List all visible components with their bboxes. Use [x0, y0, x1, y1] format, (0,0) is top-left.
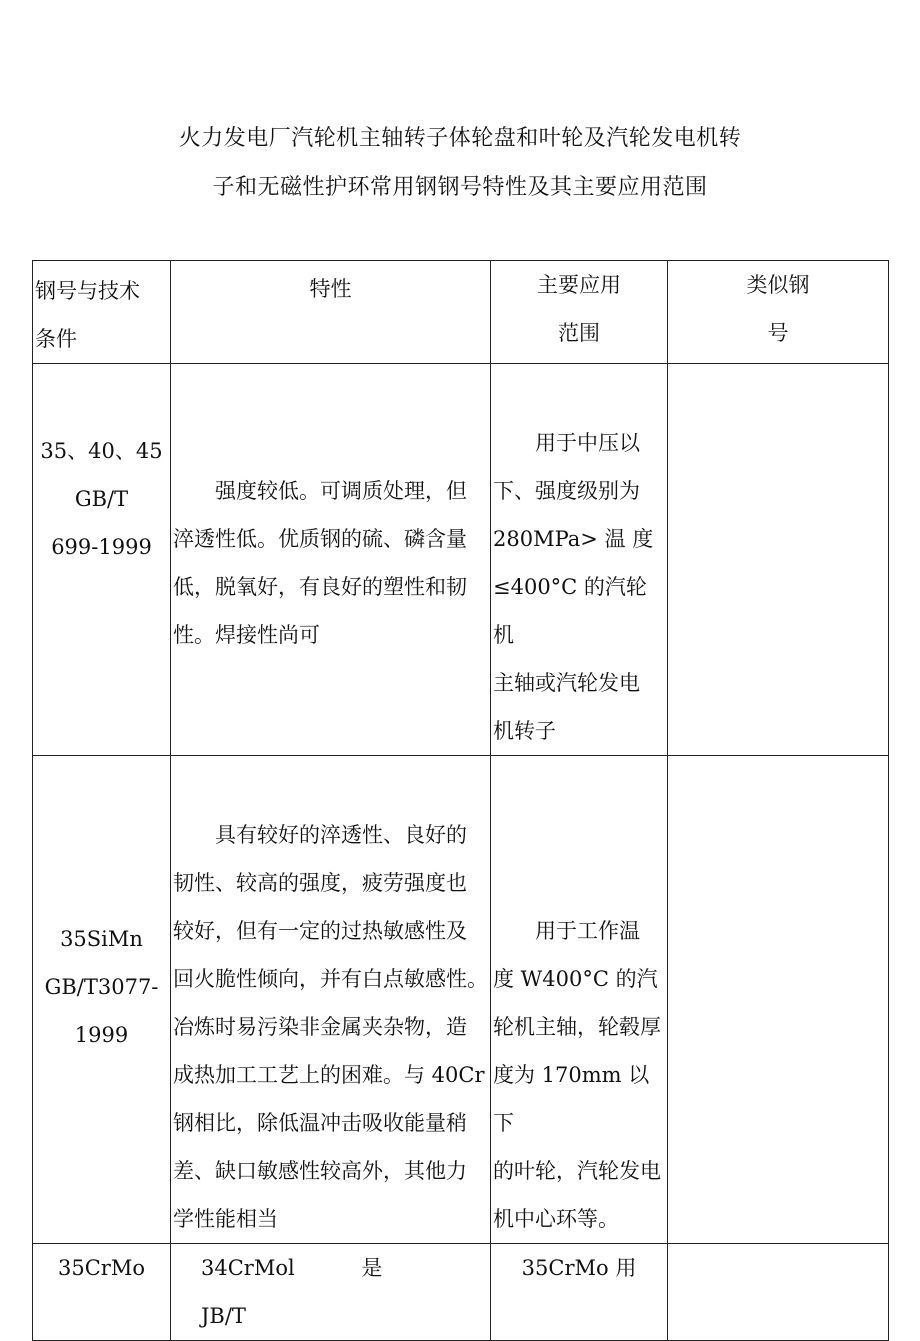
cell-properties [171, 1244, 491, 1341]
header-properties-label: 特性 [309, 277, 352, 301]
cell-similar [668, 756, 889, 1244]
header-cell-grade [33, 261, 171, 364]
cell-application [491, 756, 668, 1244]
application-text: 35CrMo 用 [521, 1256, 637, 1280]
cell-similar [668, 364, 889, 756]
grade-text: 35SiMn GB/T3077- 1999 [44, 927, 159, 1047]
cell-similar [668, 1244, 889, 1341]
header-cell-application [491, 261, 668, 364]
steel-grade-table [32, 260, 889, 1341]
properties-text [171, 756, 490, 1243]
header-cell-similar [668, 261, 889, 364]
cell-grade [33, 756, 171, 1244]
application-paragraph: 用于中压以 下、强度级别为 280MPa> 温 度 ≤400°C 的汽轮机 主轴或汽轮发电 机转子 [493, 431, 654, 743]
properties-paragraph: 强度较低。可调质处理，但 淬透性低。优质钢的硫、磷含量 低，脱氧好，有良好的塑性和韧 性。焊接性尚可 [173, 479, 467, 647]
cell-grade [33, 1244, 171, 1341]
grade-text: 35CrMo [58, 1256, 145, 1280]
properties-paragraph: 具有较好的淬透性、良好的 韧性、较高的强度，疲劳强度也 较好，但有一定的过热敏感性及 回火脆性倾向，并有白点敏感性。 冶炼时易污染非金属夹杂物，造 成热加工工艺上的困难。与 40Cr 钢相比，除低温冲击吸收能量稍 差、缺口敏感性较高外，其他力 学性能相当 [173, 823, 488, 1231]
header-application-label: 主要应用 范围 [537, 273, 621, 345]
document-title-line-2: 子和无磁性护环常用钢钢号特性及其主要应用范围 [212, 175, 708, 200]
header-cell-properties [171, 261, 491, 364]
grade-text: 35、40、45 GB/T 699-1999 [40, 439, 163, 559]
application-paragraph: 用于工作温 度 W400°C 的汽 轮机主轴，轮毂厚 度为 170mm 以下 的叶轮，汽轮发电 机中心环等。 [493, 919, 661, 1231]
header-grade-label: 钢号与技术 条件 [35, 279, 140, 351]
properties-text: 34CrMol 是 JB/T [201, 1256, 383, 1328]
application-text [491, 364, 667, 755]
cell-properties [171, 756, 491, 1244]
cell-application [491, 1244, 668, 1341]
table-header-row [33, 261, 889, 364]
cell-grade [33, 364, 171, 756]
document-title-line-1: 火力发电厂汽轮机主轴转子体轮盘和叶轮及汽轮发电机转 [178, 126, 742, 151]
header-similar-label: 类似钢 号 [746, 273, 810, 345]
table-row [33, 364, 889, 756]
properties-text [171, 364, 490, 659]
application-text [491, 756, 667, 1243]
table-row [33, 1244, 889, 1341]
cell-application [491, 364, 668, 756]
table-row [33, 756, 889, 1244]
cell-properties [171, 364, 491, 756]
